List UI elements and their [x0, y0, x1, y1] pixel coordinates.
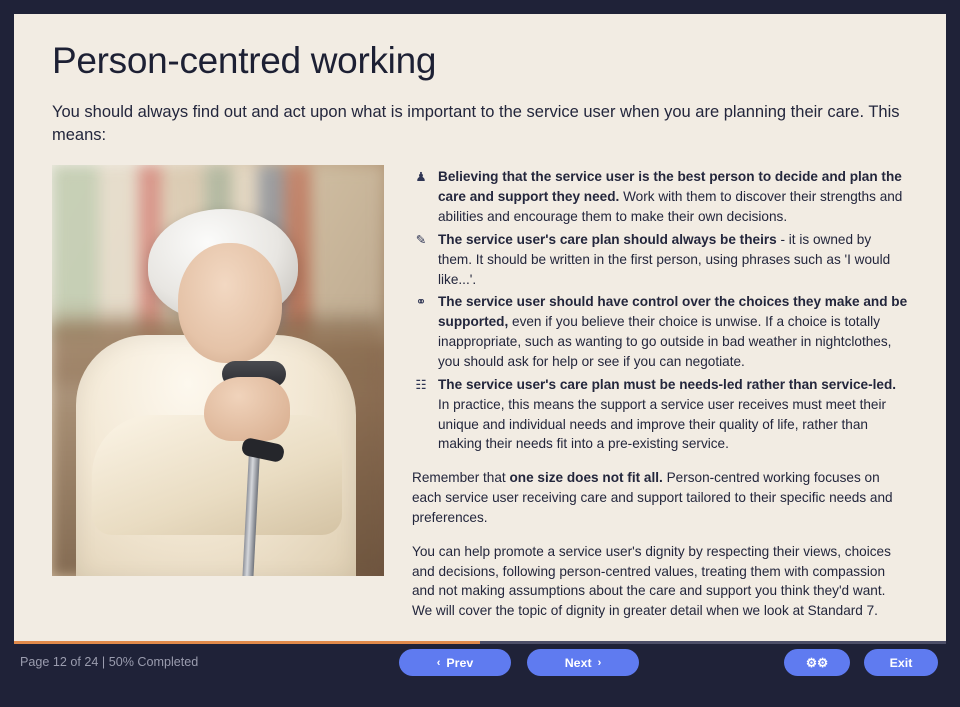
viewer-footer	[0, 644, 960, 707]
settings-gears-icon: ⚙⚙	[805, 656, 829, 670]
photo-hands	[204, 377, 290, 441]
person-icon: ♟	[415, 170, 427, 185]
next-button[interactable]	[527, 649, 639, 676]
prev-button[interactable]	[399, 649, 511, 676]
slide-intro-paragraph: You should always find out and act upon what is important to the service user when you are planning their care. This means:	[52, 102, 900, 144]
remember-note-bold: one size does not fit all.	[509, 470, 663, 486]
slide-columns	[52, 165, 908, 621]
photo-face	[178, 243, 282, 363]
navigation-buttons	[399, 649, 639, 676]
chevron-right-icon: ›	[597, 656, 602, 669]
list-item	[412, 230, 908, 290]
list-item-text: Work with them to discover their strengths and abilities and encourage them to make their own decisions.	[438, 189, 903, 225]
slide-text-column	[412, 165, 908, 621]
list-item-bold: Believing that the service user is the best person to decide and plan the care and support they need.	[438, 169, 902, 205]
settings-button[interactable]	[784, 649, 850, 676]
exit-button[interactable]	[864, 649, 938, 676]
document-icon: ☷	[415, 377, 427, 392]
slide-content	[14, 14, 946, 621]
list-item	[412, 292, 908, 371]
list-item-bold: The service user's care plan must be needs-led rather than service-led.	[438, 376, 897, 392]
slide-image-column	[52, 165, 384, 621]
bullet-list	[412, 167, 908, 454]
chevron-left-icon: ‹	[436, 656, 441, 669]
pencil-icon: ✎	[415, 232, 427, 247]
list-item-bold: The service user's care plan should always be theirs	[438, 231, 777, 247]
exit-button-label: Exit	[889, 655, 913, 670]
remember-note-lead: Remember that	[412, 470, 510, 486]
slide-canvas	[14, 14, 946, 641]
footer-right-buttons	[784, 649, 938, 676]
list-item-bold: The service user should have control over the choices they make and be supported,	[438, 294, 908, 330]
people-group-icon: ⚭	[415, 295, 427, 310]
list-item-text: In practice, this means the support a service user receives must meet their unique and individual needs and improve their quality of life, rather than making their needs fit into a pre-existing service.	[438, 396, 887, 452]
list-item-text: - it is owned by them. It should be written in the first person, using phrases such as 'I would like...'.	[438, 231, 891, 287]
dignity-note: You can help promote a service user's dignity by respecting their views, choices and decisions, following person-centred values, treating them with compassion and not making assumptions about the care and support you think they'd want. We will cover the topic of dignity in greater detail when we look at Standard 7.	[412, 543, 891, 619]
remember-note-rest: Person-centred working focuses on each service user receiving care and support tailored to their specific needs and preferences.	[412, 470, 893, 525]
list-item	[412, 167, 908, 227]
prev-button-label: Prev	[446, 655, 474, 670]
list-item	[412, 375, 908, 454]
elderly-woman-resting-on-walking-cane-photo	[52, 165, 384, 576]
page-status-text: Page 12 of 24 | 50% Completed	[20, 655, 199, 669]
list-item-text: even if you believe their choice is unwise. If a choice is totally inappropriate, such as wanting to go outside in bad weather in nightclothes, you should ask for help or see if you can negotiate.	[438, 314, 892, 369]
page-title: Person-centred working	[52, 40, 437, 81]
next-button-label: Next	[564, 655, 592, 670]
remember-note	[412, 468, 908, 528]
